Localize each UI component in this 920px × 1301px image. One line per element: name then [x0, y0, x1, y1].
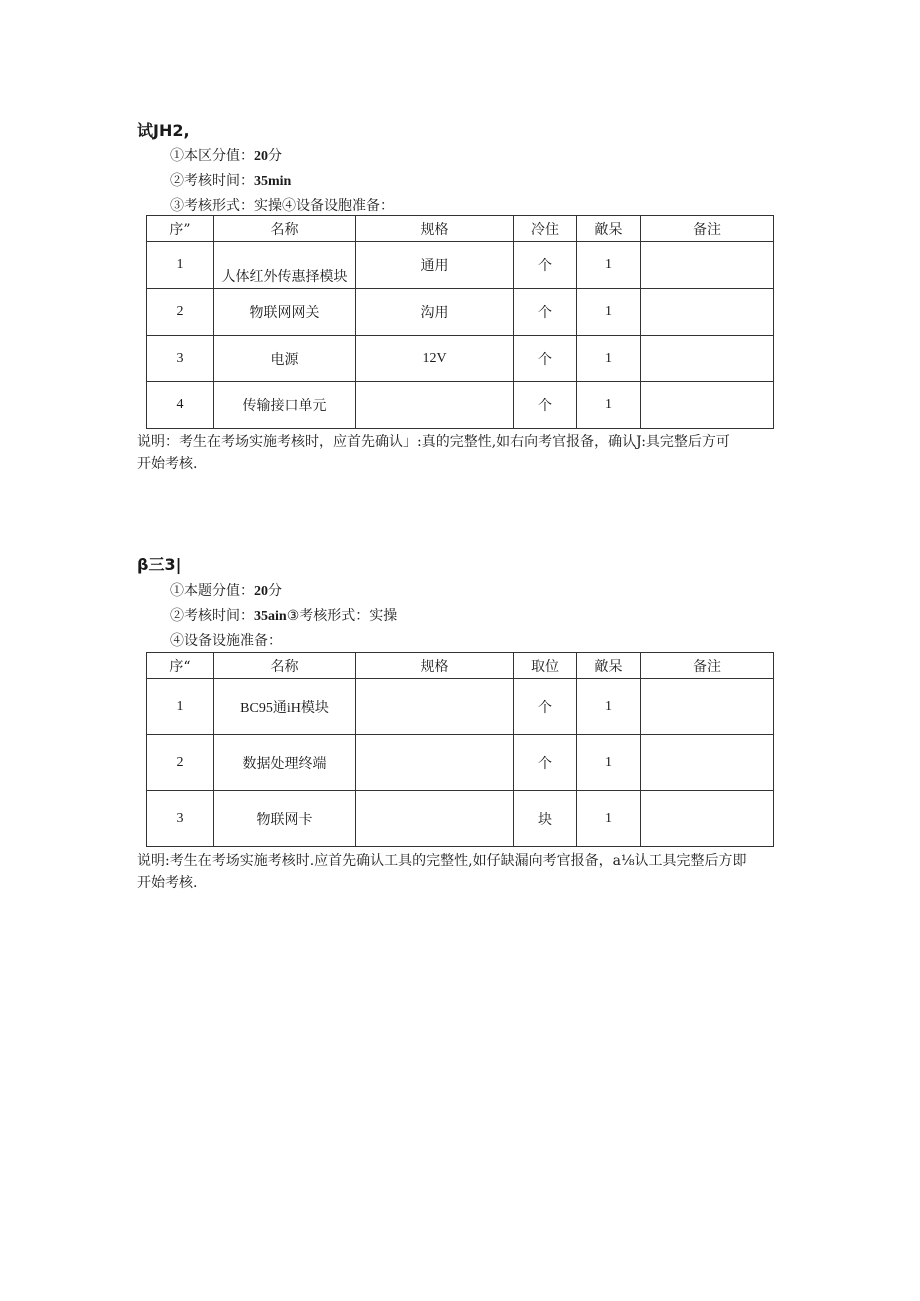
- form-text: ③考核形式：实操: [286, 608, 398, 624]
- section2-equipment-table: [146, 652, 774, 847]
- cell-remark: [641, 679, 774, 735]
- score-label: ①本题分值：: [170, 583, 254, 599]
- time-label: ②考核时间：: [170, 173, 254, 189]
- cell-qty: 1: [577, 242, 641, 289]
- header-no: 序”: [147, 216, 214, 242]
- cell-unit: 个: [514, 336, 577, 382]
- table-row: [147, 382, 774, 429]
- cell-qty: 1: [577, 336, 641, 382]
- section1-title: 试JH2,: [137, 121, 190, 140]
- time-value: 35min: [254, 174, 292, 189]
- cell-remark: [641, 735, 774, 791]
- cell-no: 3: [147, 791, 214, 847]
- table-row: [147, 242, 774, 289]
- cell-remark: [641, 242, 774, 289]
- note-line: 开始考核.: [137, 875, 198, 891]
- time-label: ②考核时间：: [170, 608, 254, 624]
- cell-no: 2: [147, 289, 214, 336]
- cell-qty: 1: [577, 679, 641, 735]
- table-header-row: [147, 216, 774, 242]
- cell-name: 物联网网关: [214, 289, 356, 336]
- score-value: 20: [254, 149, 268, 164]
- cell-spec: [356, 382, 514, 429]
- header-qty: 敵呆: [577, 653, 641, 679]
- cell-no: 2: [147, 735, 214, 791]
- cell-unit: 个: [514, 242, 577, 289]
- note-line: 说明:考生在考场实施考核时.应首先确认工具的完整性,如仔缺漏向考官报备，a⅛认工具完整后方即: [137, 853, 747, 869]
- cell-unit: 个: [514, 679, 577, 735]
- time-value: 35ain: [254, 609, 287, 624]
- cell-spec: 通用: [356, 242, 514, 289]
- section2-time-line: [170, 607, 397, 626]
- cell-no: 3: [147, 336, 214, 382]
- cell-name: 数据处理终端: [214, 735, 356, 791]
- cell-unit: 块: [514, 791, 577, 847]
- header-no: 序“: [147, 653, 214, 679]
- cell-no: 1: [147, 242, 214, 289]
- section2-note: [137, 850, 787, 894]
- score-unit: 分: [268, 148, 282, 164]
- cell-name: 传输接口单元: [214, 382, 356, 429]
- header-unit: 冷住: [514, 216, 577, 242]
- section1-score-line: [170, 147, 282, 166]
- score-unit: 分: [268, 583, 282, 599]
- score-value: 20: [254, 584, 268, 599]
- cell-name: BC95通iH模块: [214, 679, 356, 735]
- section1-form-line: ③考核形式：实操④设备设胞准备：: [170, 198, 394, 214]
- header-spec: 规格: [356, 216, 514, 242]
- cell-spec: 12V: [356, 336, 514, 382]
- cell-unit: 个: [514, 382, 577, 429]
- cell-no: 1: [147, 679, 214, 735]
- table-row: [147, 289, 774, 336]
- section2-title: β三3|: [137, 555, 182, 574]
- table-row: [147, 735, 774, 791]
- cell-spec: [356, 735, 514, 791]
- section1-note: [137, 431, 787, 475]
- table-row: [147, 791, 774, 847]
- section1-equipment-table: [146, 215, 774, 429]
- table-row: [147, 679, 774, 735]
- cell-unit: 个: [514, 735, 577, 791]
- note-line: 说明：考生在考场实施考核时，应首先确认」:真的完整性,如右向考官报备，确认J:具完整后方可: [137, 434, 730, 450]
- cell-remark: [641, 336, 774, 382]
- section2-equip-line: ④设备设施准备：: [170, 633, 282, 649]
- header-spec: 规格: [356, 653, 514, 679]
- header-name: 名称: [214, 653, 356, 679]
- section2-score-line: [170, 582, 282, 601]
- table-row: [147, 336, 774, 382]
- cell-remark: [641, 791, 774, 847]
- table-header-row: [147, 653, 774, 679]
- cell-no: 4: [147, 382, 214, 429]
- header-qty: 敵呆: [577, 216, 641, 242]
- cell-qty: 1: [577, 791, 641, 847]
- cell-qty: 1: [577, 382, 641, 429]
- cell-qty: 1: [577, 289, 641, 336]
- cell-qty: 1: [577, 735, 641, 791]
- header-remark: 备注: [641, 216, 774, 242]
- section1-time-line: [170, 172, 291, 191]
- header-name: 名称: [214, 216, 356, 242]
- cell-name: 人体红外传惠择模块: [214, 242, 356, 289]
- cell-remark: [641, 382, 774, 429]
- cell-name: 电源: [214, 336, 356, 382]
- note-line: 开始考核.: [137, 456, 198, 472]
- cell-spec: 沟用: [356, 289, 514, 336]
- cell-remark: [641, 289, 774, 336]
- header-remark: 备注: [641, 653, 774, 679]
- cell-name: 物联网卡: [214, 791, 356, 847]
- score-label: ①本区分值：: [170, 148, 254, 164]
- header-unit: 取位: [514, 653, 577, 679]
- cell-unit: 个: [514, 289, 577, 336]
- cell-spec: [356, 791, 514, 847]
- cell-spec: [356, 679, 514, 735]
